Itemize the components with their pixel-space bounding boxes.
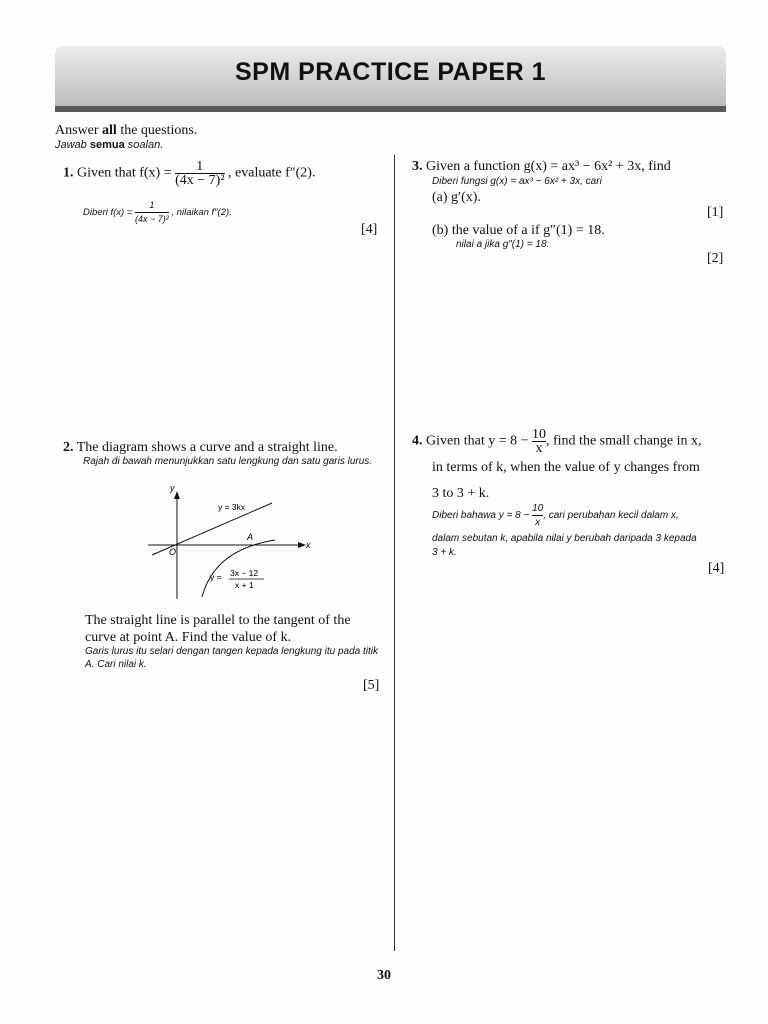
question-3b-malay: nilai a jika g″(1) = 18. <box>456 239 550 250</box>
q4-marks: [4] <box>708 561 725 576</box>
question-4-line2: in terms of k, when the value of y changes from <box>432 460 700 475</box>
curve-label-numerator: 3x − 12 <box>230 568 259 578</box>
instructions-malay: Jawab semua soalan. <box>55 139 164 151</box>
page-title: SPM PRACTICE PAPER 1 <box>235 58 546 86</box>
x-axis-arrow <box>298 542 306 548</box>
question-1-malay: Diberi f(x) = $\frac{1}{\text{(4x − 7)²}}$ , nilaikan f″(2). <box>83 200 232 224</box>
question-4-malay-line2: dalam sebutan k, apabila nilai y berubah daripada 3 kepada <box>432 533 697 544</box>
question-2-malay: Rajah di bawah menunjukkan satu lengkung dan satu garis lurus. <box>83 456 373 467</box>
origin-label: O <box>169 547 177 557</box>
question-4-line3: 3 to 3 + k. <box>432 486 490 501</box>
question-3: 3. Given a function g(x) = ax³ − 6x² + 3x, find <box>412 159 671 174</box>
point-a-label: A <box>247 532 254 542</box>
question-3b: (b) the value of a if g″(1) = 18. <box>432 223 605 238</box>
question-4: 4. Given that y = 8 − $\frac{10}{x}$ , find the small change in x, <box>412 427 702 456</box>
x-axis-label: x <box>306 540 311 550</box>
instructions-english: Answer all the questions. <box>55 123 198 138</box>
curve-label-prefix: y = <box>210 572 222 582</box>
column-divider <box>394 155 395 951</box>
y-axis-arrow <box>174 491 180 499</box>
curve-label-denominator: x + 1 <box>235 580 254 590</box>
q3b-marks: [2] <box>707 251 724 266</box>
question-3-malay: Diberi fungsi g(x) = ax³ − 6x² + 3x, cari <box>432 176 602 187</box>
question-4-malay-line3: 3 + k. <box>432 547 457 558</box>
question-2: 2. The diagram shows a curve and a straight line. <box>63 440 338 455</box>
page-header-banner <box>55 46 726 112</box>
question-2-part2-malay: Garis lurus itu selari dengan tangen kepada lengkung itu pada titik A. Cari nilai k. <box>85 646 378 670</box>
q1-marks: [4] <box>361 222 378 237</box>
question-4-malay: Diberi bahawa y = 8 − $\frac{10}{x}$ , cari perubahan kecil dalam x, <box>432 503 679 528</box>
question-1: 1. Given that f(x) = $\frac{1}{\text{(4x − 7)²}}$ , evaluate f″(2). <box>63 159 316 188</box>
q1-fraction: $\frac{1}{\text{(4x − 7)²}}$ <box>175 159 225 188</box>
question-2-part2: The straight line is parallel to the tangent of the curve at point A. Find the value of k. <box>85 613 351 645</box>
q2-marks: [5] <box>363 678 380 693</box>
q3a-marks: [1] <box>707 205 724 220</box>
page-number: 30 <box>377 968 391 983</box>
y-axis-label: y <box>170 485 175 493</box>
line-label: y = 3kx <box>218 502 246 512</box>
q2-diagram <box>140 485 320 605</box>
question-3a: (a) g′(x). <box>432 190 481 205</box>
